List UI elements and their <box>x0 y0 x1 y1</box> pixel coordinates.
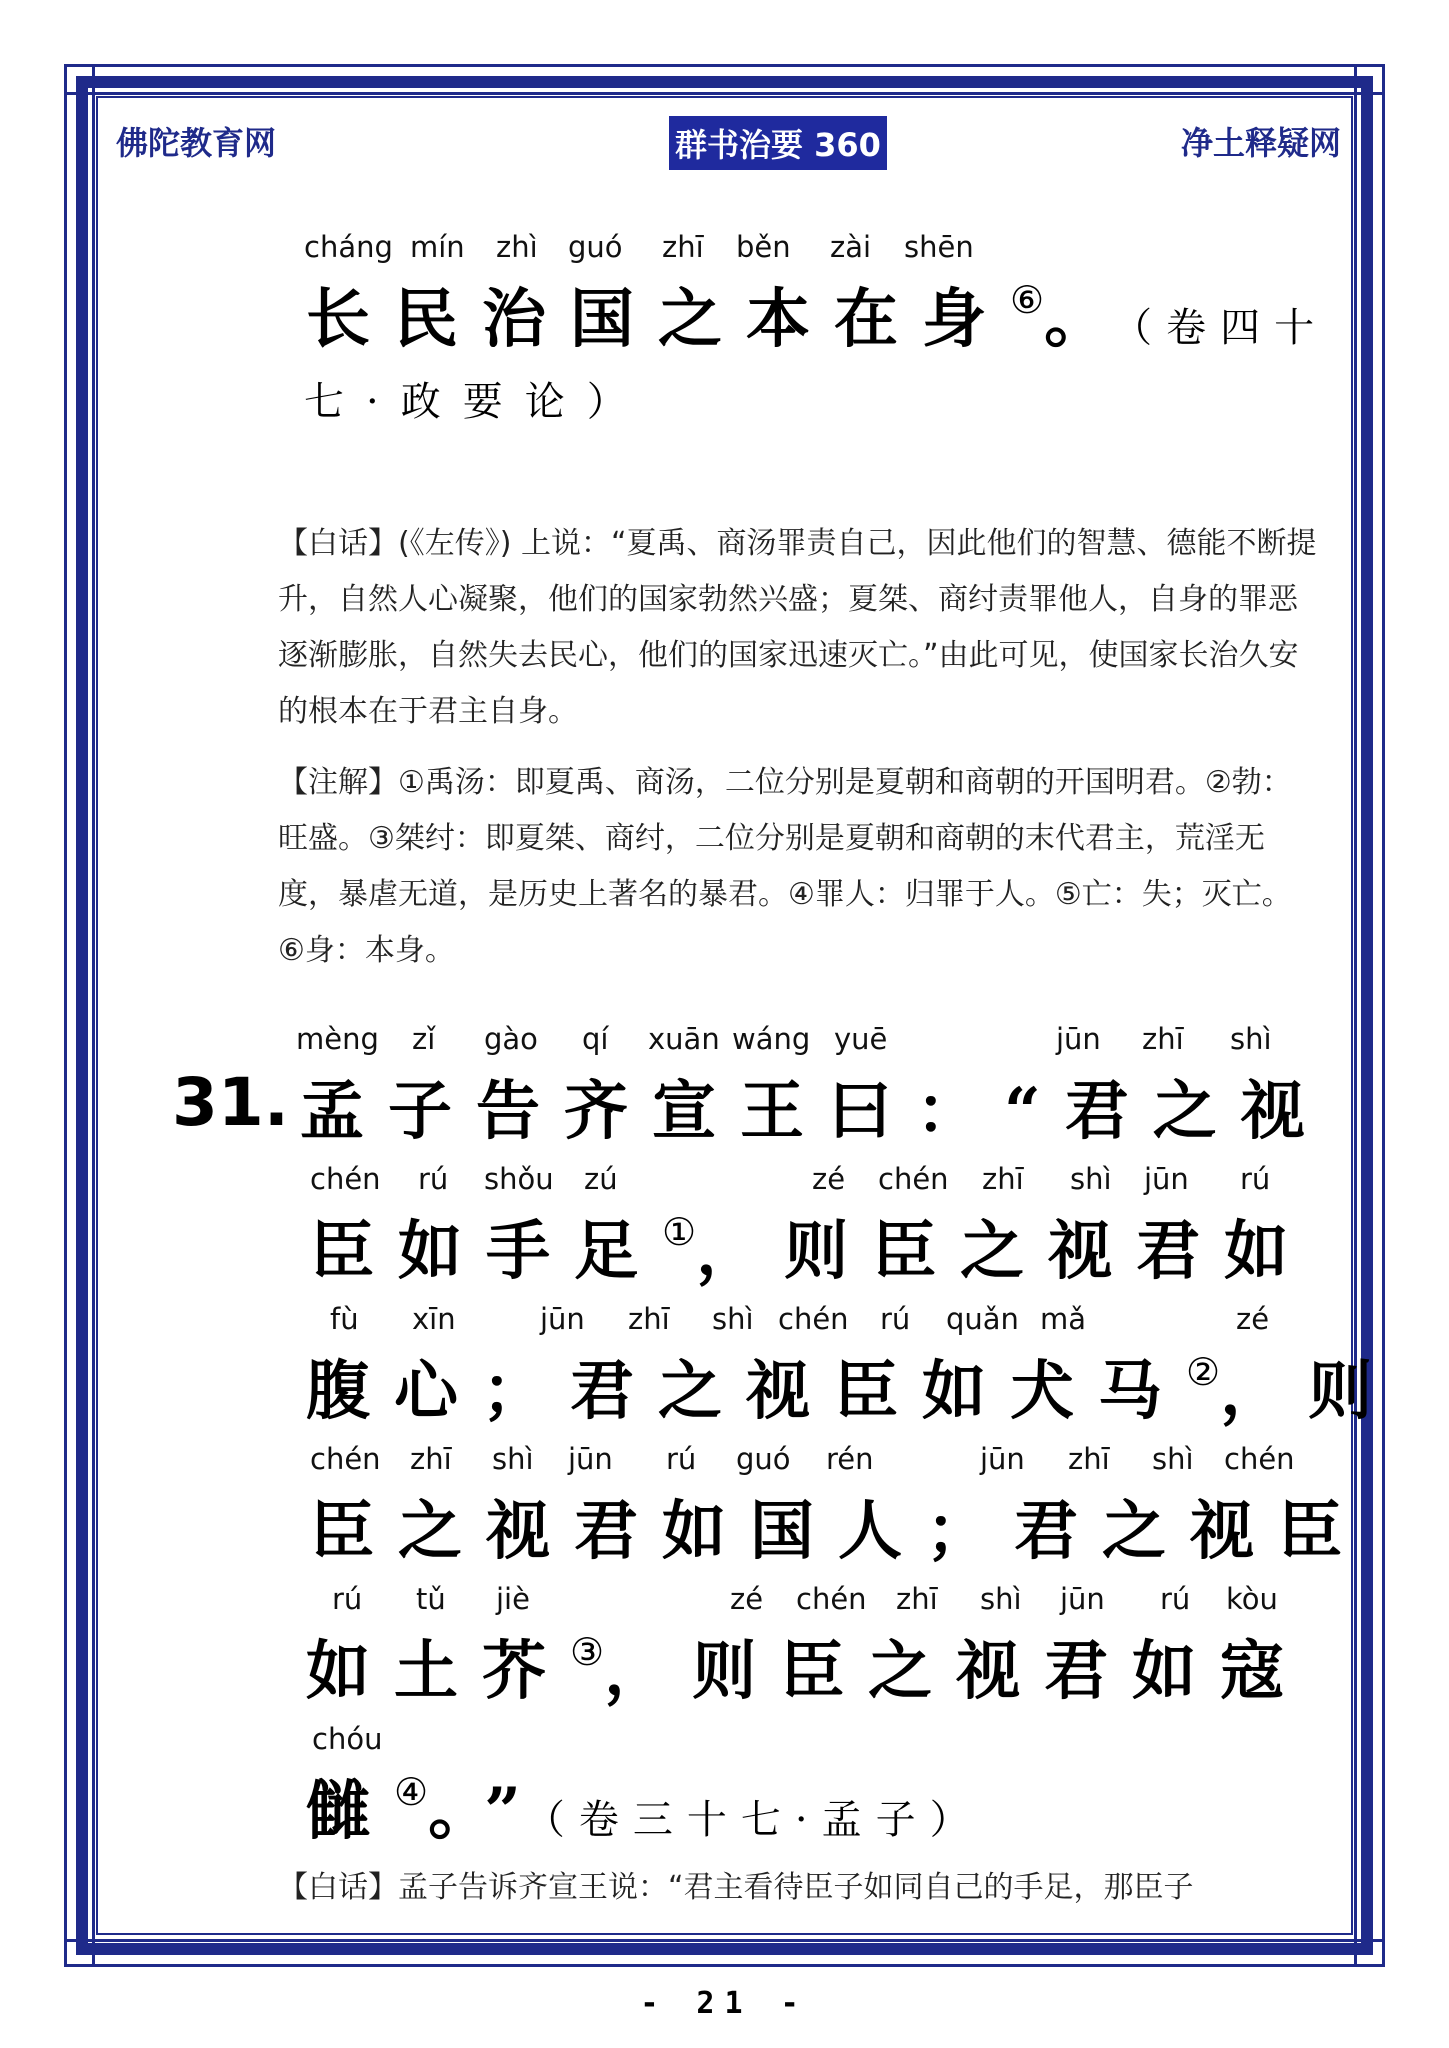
pinyin: jūn <box>540 1302 585 1336</box>
zhujie-paragraph <box>278 755 1318 979</box>
pinyin: shì <box>1070 1162 1112 1196</box>
pinyin: cháng <box>304 230 393 264</box>
source-ref: （卷四十 <box>1132 305 1329 351</box>
pinyin: zǐ <box>412 1022 436 1056</box>
pinyin: jūn <box>1056 1022 1101 1056</box>
pinyin: běn <box>736 230 791 264</box>
baihua-label: 【白话】 <box>278 526 398 561</box>
verse-line <box>300 1302 1397 1442</box>
note-marker: ② <box>1186 1350 1221 1394</box>
note-marker: ④ <box>394 1770 429 1814</box>
pinyin: zài <box>830 230 872 264</box>
pinyin: chén <box>878 1162 949 1196</box>
pinyin: qí <box>582 1022 609 1056</box>
header-book-title: 群书治要 360 <box>669 116 887 170</box>
verse-text <box>306 1760 984 1852</box>
pinyin: zhì <box>496 230 538 264</box>
hanzi: 长民治国之本在身 <box>306 282 1010 357</box>
verse-line <box>300 1582 1309 1722</box>
pinyin: mǎ <box>1040 1302 1087 1336</box>
note-marker: ⑥ <box>1010 278 1045 322</box>
pinyin: jūn <box>1060 1582 1105 1616</box>
baihua-text: 孟子告诉齐宣王说：“君主看待臣子如同自己的手足，那臣子 <box>398 1870 1194 1905</box>
baihua-paragraph <box>278 1860 1318 1916</box>
pinyin: shēn <box>904 230 974 264</box>
verse-text: 孟子告齐宣王曰：“君之视 <box>300 1074 1329 1149</box>
frame-corner-line <box>64 1939 1385 1942</box>
verse-text <box>306 1620 1308 1712</box>
pinyin: shì <box>492 1442 534 1476</box>
frame-corner-line <box>64 92 1385 95</box>
page-number: - 21 - <box>640 1986 809 2021</box>
hanzi: 腹心；君之视臣如犬马 <box>306 1354 1186 1429</box>
pinyin: rú <box>880 1302 911 1336</box>
pinyin: zhī <box>1068 1442 1110 1476</box>
pinyin: zhī <box>410 1442 452 1476</box>
pinyin: gào <box>484 1022 538 1056</box>
pinyin: rú <box>1240 1162 1271 1196</box>
verse-number: 31. <box>172 1064 289 1141</box>
pinyin: xīn <box>412 1302 456 1336</box>
pinyin: zhī <box>628 1302 670 1336</box>
pinyin: guó <box>568 230 623 264</box>
pinyin: shǒu <box>484 1162 554 1196</box>
pinyin: chén <box>310 1442 381 1476</box>
pinyin: mín <box>410 230 465 264</box>
baihua-label: 【白话】 <box>278 1870 398 1905</box>
pinyin: shì <box>980 1582 1022 1616</box>
pinyin: shì <box>712 1302 754 1336</box>
pinyin: jūn <box>568 1442 613 1476</box>
source-ref: 七·政要论） <box>304 379 649 425</box>
pinyin: quǎn <box>946 1302 1019 1336</box>
verse-line <box>300 1442 1366 1582</box>
zhujie-text: ①禹汤：即夏禹、商汤，二位分别是夏朝和商朝的开国明君。②勃：旺盛。③桀纣：即夏桀、商纣，二位分别是夏朝和商朝的末代君主，荒淫无度，暴虐无道，是历史上著名的暴君。④罪人：归罪于人。⑤亡：失；灭亡。⑥身：本身。 <box>278 765 1292 968</box>
pinyin: chén <box>796 1582 867 1616</box>
verse-line <box>300 1722 1300 1862</box>
pinyin: zé <box>730 1582 764 1616</box>
verse-line <box>300 230 1329 370</box>
verse-text <box>310 1200 1312 1292</box>
verse-30 <box>300 230 1329 470</box>
hanzi: ，则 <box>1220 1354 1397 1429</box>
hanzi: 。 <box>1044 282 1133 357</box>
pinyin: chén <box>778 1302 849 1336</box>
hanzi: 如土芥 <box>306 1634 570 1709</box>
pinyin: shì <box>1152 1442 1194 1476</box>
pinyin: guó <box>736 1442 791 1476</box>
verse-line <box>296 1022 1329 1162</box>
pinyin: kòu <box>1226 1582 1278 1616</box>
pinyin: rú <box>332 1582 363 1616</box>
pinyin: jiè <box>496 1582 530 1616</box>
pinyin: yuē <box>834 1022 888 1056</box>
zhujie-label: 【注解】 <box>278 765 398 800</box>
pinyin: rú <box>418 1162 449 1196</box>
frame-corner-line <box>92 64 95 1967</box>
pinyin: zhī <box>982 1162 1024 1196</box>
pinyin: shì <box>1230 1022 1272 1056</box>
pinyin: rú <box>666 1442 697 1476</box>
pinyin: zé <box>812 1162 846 1196</box>
pinyin: zú <box>584 1162 618 1196</box>
hanzi: ，则臣之视君如寇 <box>604 1634 1309 1709</box>
pinyin: tǔ <box>416 1582 446 1616</box>
note-marker: ① <box>662 1210 697 1254</box>
hanzi: ，则臣之视君如 <box>696 1214 1313 1289</box>
pinyin: zhī <box>896 1582 938 1616</box>
pinyin: chén <box>1224 1442 1295 1476</box>
verse-line <box>300 1162 1313 1302</box>
pinyin: zhī <box>662 230 704 264</box>
verse-text <box>306 1340 1396 1432</box>
verse-31 <box>296 1022 1397 1862</box>
header-site-left: 佛陀教育网 <box>116 124 277 162</box>
frame-corner-line <box>1354 64 1357 1967</box>
baihua-paragraph <box>278 516 1318 740</box>
pinyin: jūn <box>1144 1162 1189 1196</box>
verse-line <box>300 370 1300 470</box>
pinyin: rén <box>826 1442 874 1476</box>
pinyin: chóu <box>312 1722 383 1756</box>
header-site-right: 净土释疑网 <box>1180 124 1341 162</box>
pinyin: xuān <box>648 1022 720 1056</box>
verse-text: 臣之视君如国人；君之视臣 <box>310 1494 1366 1569</box>
pinyin: zé <box>1236 1302 1270 1336</box>
pinyin: chén <box>310 1162 381 1196</box>
pinyin: rú <box>1160 1582 1191 1616</box>
note-marker: ③ <box>570 1630 605 1674</box>
pinyin: jūn <box>980 1442 1025 1476</box>
source-ref: （卷三十七·孟子） <box>544 1797 984 1843</box>
pinyin: zhī <box>1142 1022 1184 1056</box>
verse-text <box>306 268 1328 360</box>
hanzi: 雠 <box>306 1774 394 1849</box>
pinyin: mèng <box>296 1022 379 1056</box>
hanzi: 臣如手足 <box>310 1214 662 1289</box>
pinyin: wáng <box>732 1022 811 1056</box>
baihua-text: (《左传》) 上说：“夏禹、商汤罪责自己，因此他们的智慧、德能不断提升，自然人心凝聚，他们的国家勃然兴盛；夏桀、商纣责罪他人，自身的罪恶逐渐膨胀，自然失去民心，他们的国家迅速灭亡。”由此可见，使国家长治久安的根本在于君主自身。 <box>278 526 1317 729</box>
pinyin: fù <box>330 1302 359 1336</box>
hanzi: 。” <box>428 1774 545 1849</box>
